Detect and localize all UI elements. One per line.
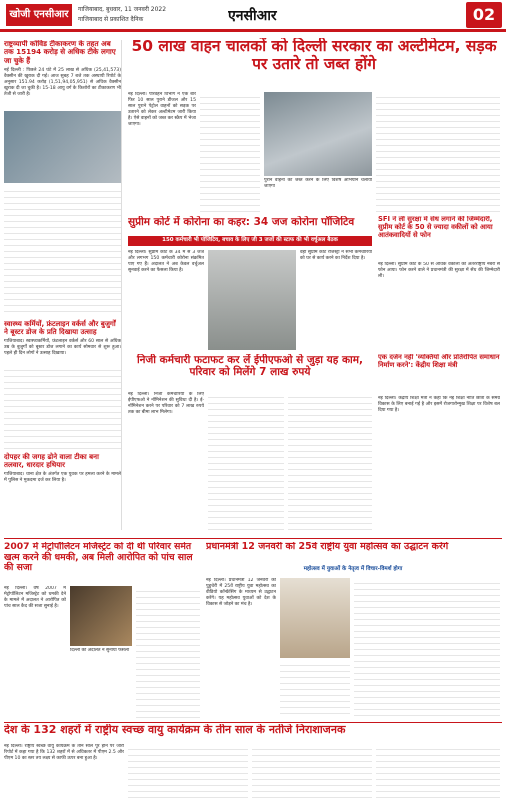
gavel-photo bbox=[70, 586, 132, 646]
vaccination-photo bbox=[4, 111, 121, 183]
vaccination-body: नई दिल्ली : पिछले 24 घंटे में 25 लाख से अधिक (25,41,573) वैक्सीन की खुराक दी गई। आज सुबह 7 बजे तक अस्थायी रिपोर्ट के अनुसार 151.94 करोड़ (1,51,94,05,951) से अधिक वैक्सीन खुराक दी जा चुकी है। 15-18 आयु वर्ग के किशोरों का टीकाकरण भी तेजी से जारी है। bbox=[4, 67, 121, 97]
sc-covid-side: वहीं सुप्रीम कोर्ट रजिस्ट्री ने सभी कर्मचारियों को घर से कार्य करने का निर्देश दिया है। bbox=[300, 250, 372, 261]
youth-festival-body-col3 bbox=[354, 578, 500, 718]
lead-body: नई दिल्ली। परिवहन विभाग ने एक बार फिर 10 साल पुराने डीजल और 15 साल पुराने पेट्रोल वाहनों को सड़क पर उतारने को लेकर अल्टीमेटम जारी किया है। ऐसे वाहनों को जब्त कर स्क्रैप में भेजा जाएगा। bbox=[128, 92, 196, 127]
magistrate-headline: 2007 में मेट्रोपॉलिटन मजिस्ट्रेट को दी थी परिवार समेत खत्म करने की धमकी, अब मिली आरोपित को पांच साल की सजा bbox=[4, 542, 193, 574]
traffic-photo bbox=[264, 92, 372, 176]
brand-logo: खोजी एनसीआर bbox=[6, 4, 72, 26]
dateline bbox=[78, 5, 228, 27]
magistrate-body-col2 bbox=[136, 586, 200, 718]
clean-air-body: नई दिल्ली। राष्ट्रीय स्वच्छ वायु कार्यक्रम के तीन साल पूरे होने पर जारी रिपोर्ट में कहा गया है कि 132 शहरों में से अधिकतर में पीएम 2.5 और पीएम 10 का स्तर तय लक्ष्य से काफी ऊपर बना हुआ है। bbox=[4, 744, 124, 761]
vaccination-headline: राष्ट्रव्यापी कोविड टीकाकरण के तहत अब तक 15194 करोड़ से अधिक टीके लगाए जा चुके हैं bbox=[4, 40, 116, 65]
education-headline: एक दर्जन नहीं 'व्यक्तियों और प्रतिरोपित समाधान निर्माण करने': केंद्रीय शिक्षा मंत्री bbox=[378, 354, 500, 369]
gavel-caption: दिल्ली की अदालत ने सुनाया फैसला bbox=[70, 648, 130, 653]
dateline-primary: गाजियाबाद, बुधवार, 11 जनवरी 2022 bbox=[78, 6, 167, 13]
lead-body-col3 bbox=[376, 92, 500, 212]
booster-body: गाजियाबाद। स्वास्थ्यकर्मियों, फ्रंटलाइन वर्कर्स और 60 साल से अधिक उम्र के बुजुर्गों को बूस्टर डोज लगाने का कार्य सोमवार से शुरू हुआ। पहले ही दिन लोगों ने उत्साह दिखाया। bbox=[4, 338, 121, 356]
pm-photo bbox=[280, 578, 350, 658]
lead-headline: 50 लाख वाहन चालकों को दिल्ली सरकार का अल्टीमेटम, सड़क पर उतारे तो जब्त होंगे bbox=[131, 38, 497, 73]
epfo-body-col2 bbox=[208, 392, 284, 532]
section-name: एनसीआर bbox=[228, 8, 277, 24]
youth-festival-headline: प्रधानमंत्री 12 जनवरी को 25वें राष्ट्रीय युवा महोत्सव का उद्घाटन करेंगे bbox=[206, 542, 449, 552]
lead-body-col2 bbox=[200, 92, 260, 212]
clean-air-body-col3 bbox=[252, 744, 372, 798]
sfi-headline: SFI ने ली सुरक्षा में सेंध लगाने की जिम्मेदारी, सुप्रीम कोर्ट के 50 से ज्यादा वकीलों को आया आतंकवादियों से फोन bbox=[378, 216, 493, 239]
left-column bbox=[4, 40, 122, 530]
divider bbox=[4, 538, 502, 539]
youth-festival-body: नई दिल्ली। प्रधानमंत्री 12 जनवरी को पुडुचेरी में 25वें राष्ट्रीय युवा महोत्सव का वीडियो कॉन्फ्रेंसिंग के माध्यम से उद्घाटन करेंगे। यह महोत्सव युवाओं को देश के विकास से जोड़ने का मंच है। bbox=[206, 578, 276, 607]
sfi-body: नई दिल्ली। सुप्रीम कोर्ट के 50 से अधिक वकीलों को अंतरराष्ट्रीय नंबरों से फोन आया। फोन करने वाले ने प्रधानमंत्री की सुरक्षा में सेंध की जिम्मेदारी ली। bbox=[378, 262, 500, 279]
booster-headline: स्वास्थ्य कर्मियों, फ्रंटलाइन वर्कर्स और बुजुर्गों ने बूस्टर डोज के प्रति दिखाया उत्साह bbox=[4, 319, 116, 336]
vaccination-body-continued bbox=[4, 186, 121, 316]
sc-covid-headline: सुप्रीम कोर्ट में कोरोना का कहर: 34 जज कोरोना पॉजिटिव bbox=[128, 216, 355, 228]
traffic-photo-caption: पुराने वाहनों को जब्त करने के लिए विशेष अभियान चलाया जाएगा bbox=[264, 178, 372, 189]
sc-covid-body: नई दिल्ली। सुप्रीम कोर्ट के 34 में से 3 जज और लगभग 150 कर्मचारी कोरोना संक्रमित पाए गए हैं। अदालत ने अब केवल वर्चुअल सुनवाई करने का फैसला किया है। bbox=[128, 250, 204, 273]
weapon-body: गाजियाबाद। थाना क्षेत्र के अंतर्गत एक युवक पर हमला करने के मामले में पुलिस ने मुकदमा दर्ज कर लिया है। bbox=[4, 472, 121, 484]
epfo-headline: निजी कर्मचारी फटाफट कर लें ईपीएफओ से जुड़ा यह काम, परिवार को मिलेंगे 7 लाख रुपये bbox=[136, 354, 364, 379]
youth-festival-strap: महोत्सव में युवाओं के नेतृत्व में विचार-विमर्श होगा bbox=[303, 566, 403, 572]
magistrate-body: नई दिल्ली। वर्ष 2007 में मेट्रोपॉलिटन मजिस्ट्रेट को धमकी देने के मामले में अदालत ने आरोपित को पांच साल कैद की सजा सुनाई है। bbox=[4, 586, 66, 609]
weapon-headline: दोपहर की जगह ढोने वाला टीका बना तलवार, धारदार हथियार bbox=[4, 452, 99, 469]
page-number: 02 bbox=[466, 2, 502, 28]
education-body: नई दिल्ली। केंद्रीय शिक्षा मंत्री ने कहा कि नई शिक्षा नीति छात्रों के समग्र विकास के लिए बनाई गई है और इसमें रोजगारोन्मुख शिक्षा पर विशेष बल दिया गया है। bbox=[378, 396, 500, 413]
clean-air-body-col2 bbox=[128, 744, 248, 798]
booster-body-continued bbox=[4, 365, 121, 449]
epfo-body-col3 bbox=[288, 392, 372, 532]
divider-bottom bbox=[4, 722, 502, 723]
youth-festival-body-col2 bbox=[280, 660, 350, 718]
supreme-court-photo bbox=[208, 250, 296, 350]
clean-air-body-col4 bbox=[376, 744, 500, 798]
sc-covid-strap: 150 कर्मचारी भी पॉजिटिव, बचाव के लिए जी 3 जजों की स्टाफ की भी वर्चुअल बैठक bbox=[128, 236, 372, 246]
clean-air-headline: देश के 132 शहरों में राष्ट्रीय स्वच्छ वायु कार्यक्रम के तीन साल के नतीजे निराशाजनक bbox=[4, 724, 346, 736]
dateline-secondary: गाजियाबाद से प्रकाशित दैनिक bbox=[78, 16, 144, 23]
epfo-body: नई दिल्ली। निजी कर्मचारियों के लिए ईपीएफओ ने नॉमिनेशन की सुविधा दी है। ई-नॉमिनेशन करने पर परिवार को 7 लाख रुपये तक का बीमा लाभ मिलेगा। bbox=[128, 392, 204, 415]
